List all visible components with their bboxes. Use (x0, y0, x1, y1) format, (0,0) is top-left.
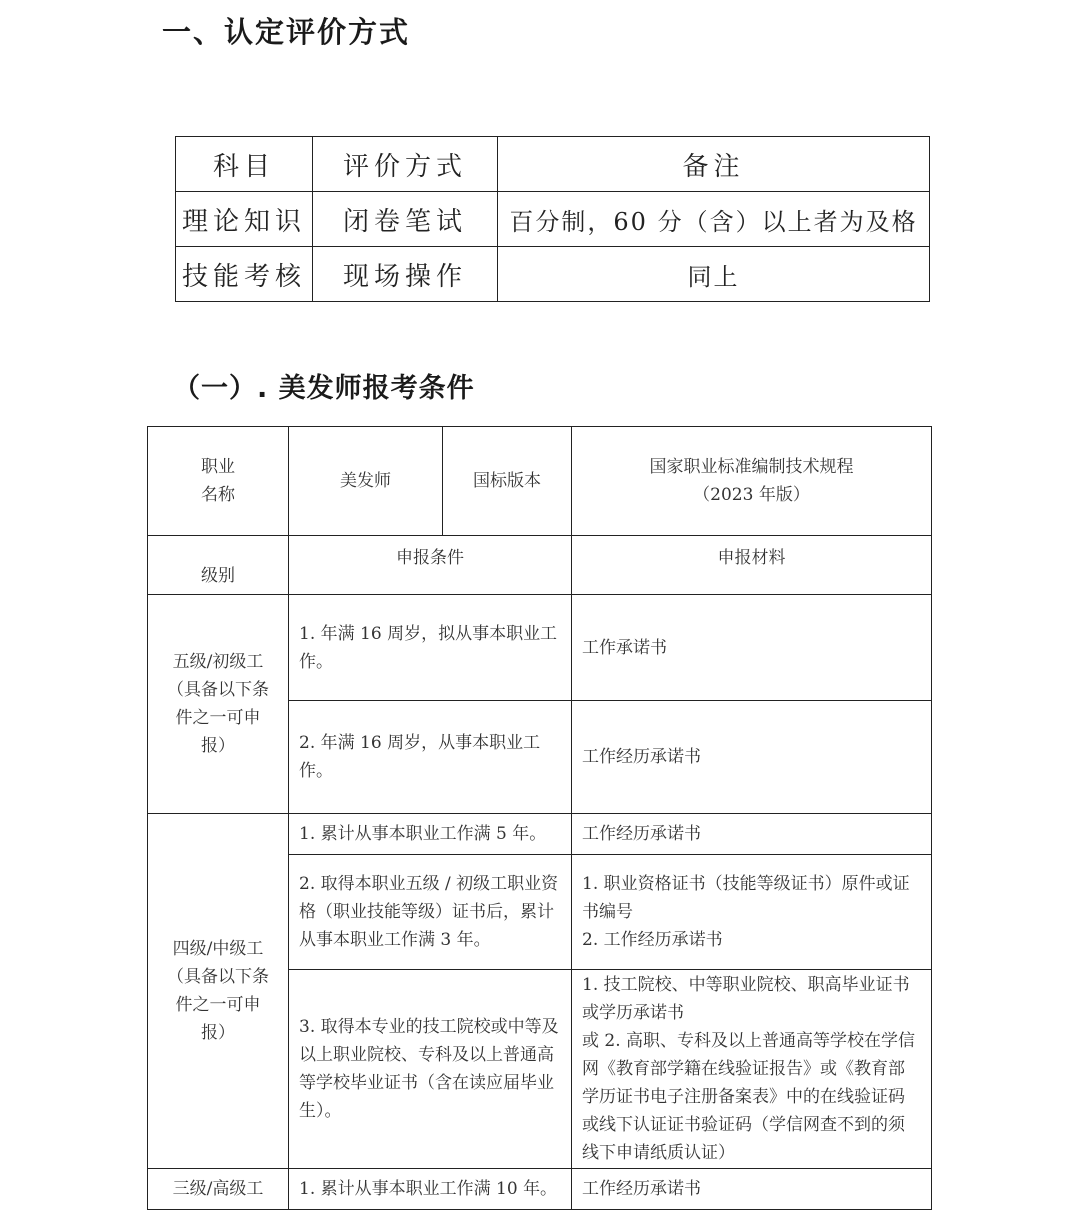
version-label-cell: 国标版本 (443, 427, 572, 536)
standard-line: 国家职业标准编制技术规程 (649, 457, 854, 477)
level-line: 报） (201, 736, 235, 756)
occupation-row (148, 427, 932, 536)
table-row (148, 814, 932, 855)
level-line: 件之一可申 (175, 995, 261, 1015)
level-label-cell: 级别 (148, 536, 289, 595)
material-cell (572, 855, 932, 970)
column-header-row (148, 536, 932, 595)
condition-cell: 3. 取得本专业的技工院校或中等及以上职业院校、专科及以上普通高等学校毕业证书（含在读应届毕业生）。 (289, 970, 572, 1169)
table-header-row (176, 137, 930, 192)
condition-cell: 1. 累计从事本职业工作满 10 年。 (289, 1169, 572, 1210)
material-cell: 工作经历承诺书 (572, 1169, 932, 1210)
standard-line: （2023 年版） (693, 485, 810, 505)
evaluation-table (175, 136, 930, 302)
level-line: （具备以下条 (167, 967, 269, 987)
material-cell: 工作承诺书 (572, 595, 932, 701)
material-cell: 工作经历承诺书 (572, 701, 932, 814)
material-cell (572, 970, 932, 1169)
table-row (148, 595, 932, 701)
header-note: 备注 (498, 137, 930, 192)
condition-cell: 2. 取得本职业五级 / 初级工职业资格（职业技能等级）证书后，累计从事本职业工作满 3 年。 (289, 855, 572, 970)
level-line: （具备以下条 (167, 680, 269, 700)
level-line: 件之一可申 (175, 708, 261, 728)
condition-cell: 2. 年满 16 周岁，从事本职业工作。 (289, 701, 572, 814)
level-line: 五级/初级工 (172, 652, 264, 672)
level-line: 四级/中级工 (172, 939, 264, 959)
level-line: 报） (201, 1023, 235, 1043)
material-line: 或 2. 高职、专科及以上普通高等学校在学信网《教育部学籍在线验证报告》或《教育部学历证书电子注册备案表》中的在线验证码或线下认证证书验证码（学信网查不到的须线下申请纸质认证） (582, 1031, 916, 1163)
occupation-name-cell: 美发师 (289, 427, 443, 536)
condition-header-cell: 申报条件 (289, 536, 572, 595)
occupation-label-line: 名称 (201, 485, 235, 505)
table-row (148, 1169, 932, 1210)
level4-cell (148, 814, 289, 1169)
subject-cell: 技能考核 (176, 247, 313, 302)
header-subject: 科目 (176, 137, 313, 192)
subject-cell: 理论知识 (176, 192, 313, 247)
subsection-title: （一）. 美发师报考条件 (173, 373, 475, 404)
material-cell: 工作经历承诺书 (572, 814, 932, 855)
level5-cell (148, 595, 289, 814)
header-method: 评价方式 (313, 137, 498, 192)
material-line: 1. 职业资格证书（技能等级证书）原件或证书编号 (582, 874, 910, 922)
conditions-table (147, 426, 932, 1210)
condition-cell: 1. 年满 16 周岁，拟从事本职业工作。 (289, 595, 572, 701)
occupation-label-line: 职业 (201, 457, 235, 477)
note-cell: 百分制，60 分（含）以上者为及格 (498, 192, 930, 247)
table-row (176, 192, 930, 247)
material-line: 2. 工作经历承诺书 (582, 930, 723, 950)
note-cell: 同上 (498, 247, 930, 302)
standard-cell (572, 427, 932, 536)
table-row (176, 247, 930, 302)
occupation-label-cell (148, 427, 289, 536)
method-cell: 现场操作 (313, 247, 498, 302)
material-header-cell: 申报材料 (572, 536, 932, 595)
section-title: 一、认定评价方式 (162, 15, 411, 49)
level3-cell: 三级/高级工 (148, 1169, 289, 1210)
condition-cell: 1. 累计从事本职业工作满 5 年。 (289, 814, 572, 855)
material-line: 1. 技工院校、中等职业院校、职高毕业证书或学历承诺书 (582, 975, 910, 1023)
method-cell: 闭卷笔试 (313, 192, 498, 247)
